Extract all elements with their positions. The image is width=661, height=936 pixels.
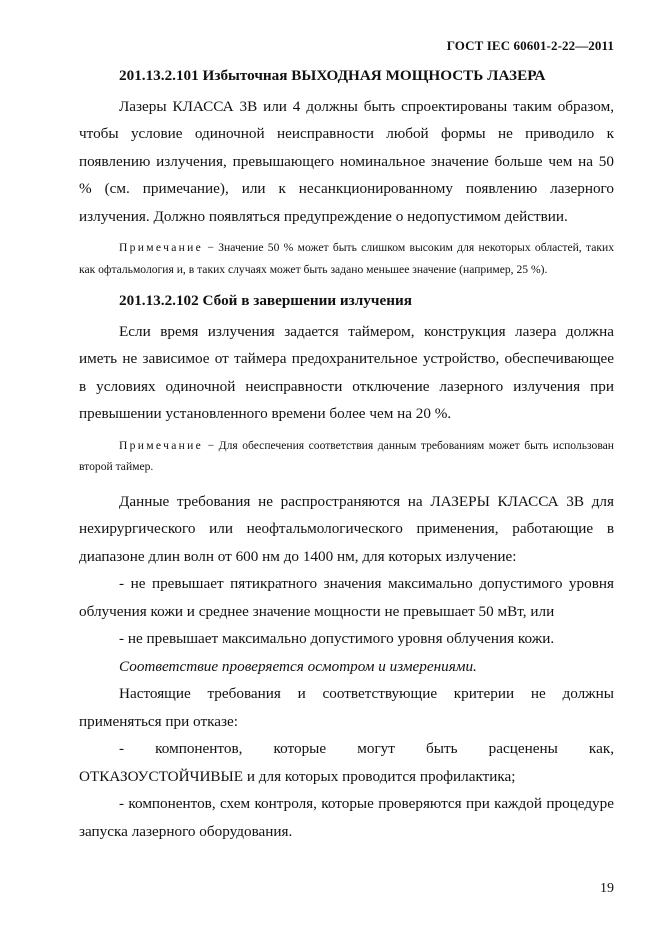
paragraph-failure: Настоящие требования и соответствующие критерии не должны применяться при отказе: [79,685,614,730]
compliance-check: Соответствие проверяется осмотром и измерениями. [119,657,477,675]
page-number: 19 [600,881,614,896]
section-heading-102: 201.13.2.102 Сбой в завершении излучения [119,292,412,309]
note-text: − Значение 50 % может быть слишком высоким для некоторых областей, таких как офтальмология и, в таких случаях может быть задано меньшее значение (например, 25 %). [79,241,614,276]
list-item: - не превышает пятикратного значения максимально допустимого уровня облучения кожи и среднее значение мощности не превышает 50 мВт, или [79,575,614,620]
section-heading-101: 201.13.2.101 Избыточная ВЫХОДНАЯ МОЩНОСТЬ ЛАЗЕРА [119,67,546,84]
list-item: - не превышает максимально допустимого уровня облучения кожи. [119,630,555,647]
note-label: Примечание [119,241,204,254]
note-label: Примечание [119,438,204,452]
paragraph-exemption: Данные требования не распространяются на ЛАЗЕРЫ КЛАССА 3В для нехирургического или неофтальмологического применения, работающие в диапазоне длин волн от 600 нм до 1400 нм, для которых излучение: [79,492,614,565]
list-item: - компонентов, которые могут быть расценены как, ОТКАЗОУСТОЙЧИВЫЕ и для которых проводится профилактика; [79,740,614,785]
note-2 [79,435,614,478]
standard-header: ГОСТ IEC 60601-2-22—2011 [446,38,614,53]
document-body [79,62,614,845]
note-text: − Для обеспечения соответствия данным требованиям может быть использован второй таймер. [79,438,614,473]
paragraph-timer: Если время излучения задается таймером, конструкция лазера должна иметь не зависимое от таймера предохранительное устройство, обеспечивающее в условиях одиночной неисправности отключение лазерного излучения при превышении установленного времени более чем на 20 %. [79,322,614,422]
note-1 [79,237,614,280]
list-item: - компонентов, схем контроля, которые проверяются при каждой процедуре запуска лазерного оборудования. [79,795,614,840]
paragraph-overpower: Лазеры КЛАССА 3В или 4 должны быть спроектированы таким образом, чтобы условие одиночной неисправности любой формы не приводило к появлению излучения, превышающего номинальное значение больше чем на 50 % (см. примечание), или к несанкционированному появлению лазерного излучения. Должно появляться предупреждение о недопустимом действии. [79,97,614,225]
